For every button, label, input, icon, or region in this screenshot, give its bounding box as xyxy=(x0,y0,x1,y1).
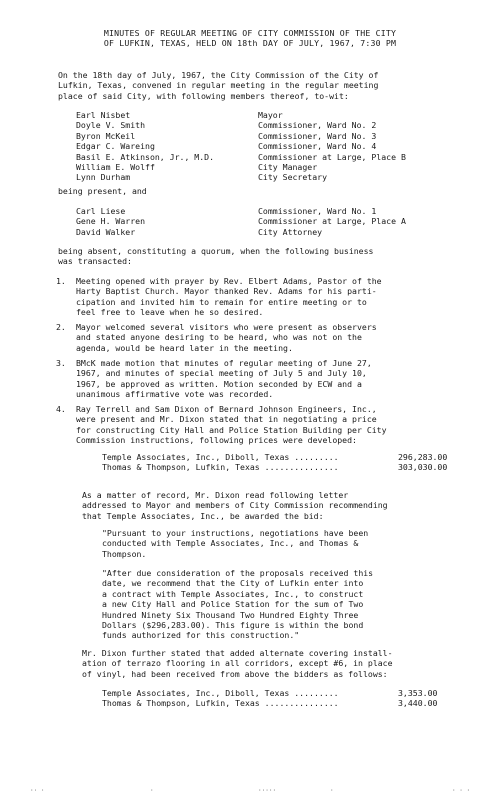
document-title xyxy=(40,28,460,49)
item-line: Meeting opened with prayer by Rev. Elbert Adams, Pastor of the xyxy=(76,276,382,286)
member-name: Lynn Durham xyxy=(76,172,131,183)
alternate-line: Mr. Dixon further stated that added alternate covering install- xyxy=(82,648,393,658)
member-row xyxy=(76,141,436,151)
price-row xyxy=(102,452,462,462)
record-paragraph xyxy=(82,490,388,521)
item-text xyxy=(76,358,372,400)
alternate-line: ation of terrazo flooring in all corridors, except #6, in place xyxy=(82,658,393,669)
quote-line: a contract with Temple Associates, Inc., to construct xyxy=(102,588,364,599)
item-line: Mayor welcomed several visitors who were present as observers xyxy=(76,322,377,332)
member-row xyxy=(76,216,436,226)
bidder-label: Temple Associates, Inc., Diboll, Texas ......... xyxy=(102,452,339,462)
bid-amount: 303,030.00 xyxy=(398,462,448,473)
quote-line: a new City Hall and Police Station for the sum of Two xyxy=(102,599,364,610)
member-role: Commissioner, Ward No. 3 xyxy=(258,130,377,141)
item-text xyxy=(76,404,387,446)
alternate-line: of vinyl, had been received from above the bidders as follows: xyxy=(82,668,388,679)
bid-prices-table xyxy=(102,452,462,473)
item-line: Ray Terrell and Sam Dixon of Bernard Johnson Engineers, Inc., xyxy=(76,404,377,414)
record-line: that Temple Associates, Inc., be awarded the bid: xyxy=(82,510,324,521)
item-line: and stated anyone desiring to be heard, who was not on the xyxy=(76,332,362,343)
alternate-amount: 3,440.00 xyxy=(398,698,438,709)
member-name: Carl Liese xyxy=(76,206,126,216)
item-line: unanimous affirmative vote was recorded. xyxy=(76,389,274,400)
member-name: Byron McKeil xyxy=(76,130,136,141)
item-number: 2. xyxy=(56,322,66,332)
record-line: addressed to Mayor and members of City Commission recommending xyxy=(82,500,388,511)
member-role: City Manager xyxy=(258,161,318,172)
record-line: As a matter of record, Mr. Dixon read following letter xyxy=(82,490,349,500)
bid-amount: 296,283.00 xyxy=(398,452,448,462)
price-row xyxy=(102,688,462,698)
letter-quote-2 xyxy=(102,568,373,641)
member-row xyxy=(76,172,436,182)
item-text xyxy=(76,322,377,353)
quorum-line: being absent, constituting a quorum, when the following business xyxy=(58,246,374,256)
intro-paragraph xyxy=(58,70,378,101)
scan-artifacts xyxy=(0,786,482,796)
item-line: feel free to leave when he so desired. xyxy=(76,307,264,318)
member-name: Edgar C. Wareing xyxy=(76,141,155,152)
item-line: Commission instructions, following prices were developed: xyxy=(76,435,357,446)
quote-line: "Pursuant to your instructions, negotiations have been xyxy=(102,528,369,538)
alternate-paragraph xyxy=(82,648,393,679)
member-name: Basil E. Atkinson, Jr., M.D. xyxy=(76,151,215,162)
item-line: agenda, would be heard later in the meeting. xyxy=(76,342,293,353)
item-number: 1. xyxy=(56,276,66,286)
item-number: 4. xyxy=(56,404,66,414)
scan-mark: ·· · xyxy=(30,787,45,794)
bidder-label: Thomas & Thompson, Lufkin, Texas ............... xyxy=(102,698,339,709)
title-line-2: OF LUFKIN, TEXAS, HELD ON 18th DAY OF JULY, 1967, 7:30 PM xyxy=(103,38,397,49)
quote-line: conducted with Temple Associates, Inc., and Thomas & xyxy=(102,538,359,549)
bidder-label: Thomas & Thompson, Lufkin, Texas ............... xyxy=(102,462,339,473)
member-name: Doyle V. Smith xyxy=(76,120,146,131)
scan-mark: · xyxy=(330,787,334,794)
quorum-line: was transacted: xyxy=(58,256,132,267)
member-row xyxy=(76,120,436,130)
item-text xyxy=(76,276,382,318)
absent-members-list xyxy=(76,206,436,237)
scan-mark: · xyxy=(150,787,154,794)
scan-mark: · · · xyxy=(452,787,471,794)
letter-quote-1 xyxy=(102,528,368,559)
member-row xyxy=(76,131,436,141)
quote-line: date, we recommend that the City of Lufkin enter into xyxy=(102,578,364,589)
member-role: Commissioner, Ward No. 2 xyxy=(258,120,377,131)
member-row xyxy=(76,110,436,120)
member-name: William E. Wolff xyxy=(76,161,155,172)
item-line: 1967, be approved as written. Motion seconded by ECW and a xyxy=(76,378,362,389)
member-row xyxy=(76,227,436,237)
member-row xyxy=(76,162,436,172)
member-role: Commissioner at Large, Place B xyxy=(258,151,406,162)
alternate-prices-table xyxy=(102,688,462,709)
quote-line: "After due consideration of the proposals received this xyxy=(102,568,374,578)
price-row xyxy=(102,462,462,472)
item-line: cipation and invited him to remain for entire meeting or to xyxy=(76,296,367,307)
intro-line: place of said City, with following members thereof, to-wit: xyxy=(58,90,349,101)
being-present-text: being present, and xyxy=(58,186,147,196)
intro-line: On the 18th day of July, 1967, the City Commission of the City of xyxy=(58,70,379,80)
quote-line: funds authorized for this construction." xyxy=(102,630,300,641)
member-row xyxy=(76,152,436,162)
alternate-amount: 3,353.00 xyxy=(398,688,438,698)
member-row xyxy=(76,206,436,216)
member-name: David Walker xyxy=(76,226,136,237)
price-row xyxy=(102,698,462,708)
title-line-1: MINUTES OF REGULAR MEETING OF CITY COMMISSION OF THE CITY xyxy=(103,28,397,38)
member-role: Mayor xyxy=(258,110,283,120)
quote-line: Dollars ($296,283.00). This figure is within the bond xyxy=(102,620,364,631)
intro-line: Lufkin, Texas, convened in regular meeting in the regular meeting xyxy=(58,80,379,91)
member-role: Commissioner, Ward No. 4 xyxy=(258,141,377,152)
bidder-label: Temple Associates, Inc., Diboll, Texas ......... xyxy=(102,688,339,698)
item-line: were present and Mr. Dixon stated that in negotiating a price xyxy=(76,414,377,425)
item-line: Harty Baptist Church. Mayor thanked Rev. Adams for his parti- xyxy=(76,286,377,297)
item-line: for constructing City Hall and Police Station Building per City xyxy=(76,424,387,435)
scan-mark: ····· xyxy=(258,787,277,794)
present-members-list xyxy=(76,110,436,183)
member-name: Gene H. Warren xyxy=(76,216,146,227)
item-line: 1967, and minutes of special meeting of July 5 and July 10, xyxy=(76,368,367,379)
quorum-paragraph xyxy=(58,246,373,267)
item-line: BMcK made motion that minutes of regular meeting of June 27, xyxy=(76,358,372,368)
member-role: Commissioner at Large, Place A xyxy=(258,216,406,227)
quote-line: Hundred Ninety Six Thousand Two Hundred Eighty Three xyxy=(102,609,359,620)
quote-line: Thompson. xyxy=(102,548,147,559)
item-number: 3. xyxy=(56,358,66,368)
member-role: Commissioner, Ward No. 1 xyxy=(258,206,377,216)
member-role: City Attorney xyxy=(258,226,323,237)
member-role: City Secretary xyxy=(258,172,328,183)
member-name: Earl Nisbet xyxy=(76,110,131,120)
